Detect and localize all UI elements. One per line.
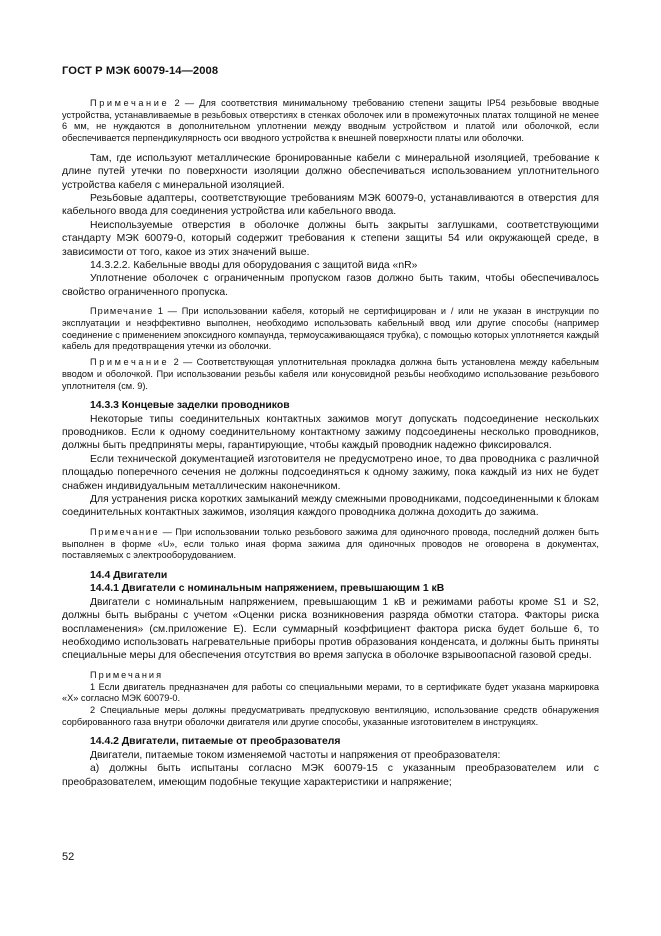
note-ip54 xyxy=(62,98,599,145)
heading-14-4-2: 14.4.2 Двигатели, питаемые от преобразователя xyxy=(90,736,341,748)
note-text: 2 — Соответствующая уплотнительная прокладка должна быть установлена между кабельным вводом и оболочкой. При использовании резьбы кабеля или конусовидной резьбы необходимо использование резьбового уплотнителя (см. 9). xyxy=(62,357,599,391)
paragraph-different-sections: Если технической документацией изготовителя не предусмотрено иное, то два проводника с различной площадью поперечного сечения не должны подсоединяться к одному зажиму, пока каждый из них не будет снабжен индивидуальным металлическим наконечником. xyxy=(62,453,599,492)
note-label: Примечание xyxy=(90,306,154,317)
paragraph-restricted-breathing: Уплотнение оболочек с ограниченным пропуском газов должно быть таким, чтобы обеспечивалось свойство ограниченного пропуска. xyxy=(62,273,599,298)
paragraph-short-circuit: Для устранения риска коротких замыканий между смежными проводниками, подсоединенными к блокам соединительных контактных зажимов, изоляция каждого проводника должна доходить до зажима. xyxy=(62,494,599,519)
paragraph-converter-motors: Двигатели, питаемые током изменяемой частоты и напряжения от преобразователя: xyxy=(90,749,501,761)
note-label: Примечание xyxy=(90,98,170,108)
paragraph-converter-test: а) должны быть испытаны согласно МЭК 60079-15 с указанным преобразователем или с преобразователем, имеющим подобные текущие характеристики и напряжение; xyxy=(62,763,599,788)
page-content xyxy=(62,98,599,789)
document-header: ГОСТ Р МЭК 60079-14—2008 xyxy=(62,65,219,77)
paragraph-section-14-3-2-2: 14.3.2.2. Кабельные вводы для оборудования с защитой вида «nR» xyxy=(90,260,418,272)
page-number: 52 xyxy=(62,851,75,863)
note-item-2: 2 Специальные меры должны предусматривать предпусковую вентиляцию, использование средств обнаружения сорбированного газа внутри оболочки двигателя или другие способы, указанные изготовителем в инструкциях. xyxy=(62,704,599,727)
paragraph-multiple-conductors: Некоторые типы соединительных контактных зажимов могут допускать подсоединение нескольких проводников. Если к одному соединительному контактному зажиму подсоединены несколько проводников, должны быть предприняты меры, гарантирующие, чтобы каждый проводник надежно фиксировался. xyxy=(62,413,599,452)
note-label: Примечание xyxy=(90,357,170,368)
note-text: — При использовании только резьбового зажима для одиночного провода, последний должен быть выполнен в форме «U», если только иная форма зажима для одиночных проводов не оговорена в документах, поставляемых с электрооборудованием. xyxy=(62,526,599,561)
note-label: Примечание xyxy=(90,526,160,537)
heading-14-3-3: 14.3.3 Концевые заделки проводников xyxy=(90,400,290,412)
paragraph-motors-1kv: Двигатели с номинальным напряжением, превышающим 1 кВ и режимами работы кроме S1 и S2, должны быть выбраны с учетом «Оценки риска возникновения разряда обмотки статора. Факторы риска воспламенения» (см.приложение Е). Если суммарный коэффициент фактора риска будет больше 6, то необходимо использовать нагревательные приборы против образования конденсата, и должны быть приняты специальные меры для обеспечения отсутствия во время запуска в оболочке взрывоопасной газовой среды. xyxy=(62,596,599,662)
heading-14-4: 14.4 Двигатели xyxy=(90,569,168,581)
note-u-clamp xyxy=(62,527,599,562)
note-text: 1 — При использовании кабеля, который не сертифицирован и / или не указан в инструкции по эксплуатации и неэффективно выполнен, необходимо использовать кабельный ввод или другие способы (например соединение с применением эпоксидного компаунда, термоусаживающаяся трубка), с помощью которых уплотняется каждый кабель для предотвращения утечки из оболочки. xyxy=(62,306,599,352)
note-item-1: 1 Если двигатель предназначен для работы со специальными мерами, то в сертификате будет указана маркировка «X» согласно МЭК 60079-0. xyxy=(62,681,599,704)
paragraph-unused-openings: Неиспользуемые отверстия в оболочке должны быть закрыты заглушками, соответствующими стандарту МЭК 60079-0, который содержит требования к степени защиты 54 или окружающей среде, в зависимости от того, какое из этих значений выше. xyxy=(62,219,599,258)
paragraph-mineral-cable: Там, где используют металлические бронированные кабели с минеральной изоляцией, требование к длине путей утечки по поверхности изоляции должно обеспечиваться использованием уплотнительного устройства кабеля с минеральной изоляцией. xyxy=(62,152,599,191)
note-text: 2 — Для соответствия минимальному требованию степени защиты IP54 резьбовые вводные устройства, устанавливаемые в резьбовых отверстиях в стенках оболочек или в промежуточных платах толщиной не менее 6 мм, не нуждаются в дополнительном уплотнении между вводным устройством и платой или оболочкой, если обеспечивается перпендикулярность оси вводного устройства к внешней поверхности платы или оболочки. xyxy=(62,98,599,144)
heading-14-4-1: 14.4.1 Двигатели с номинальным напряжением, превышающим 1 кВ xyxy=(90,583,445,595)
paragraph-thread-adapters: Резьбовые адаптеры, соответствующие требованиям МЭК 60079-0, устанавливаются в отверстия для кабельного ввода для соединения устройства или кабельного ввода. xyxy=(62,193,599,218)
note-label: Примечания xyxy=(90,669,164,680)
note-cable-sealing xyxy=(62,306,599,353)
notes-label xyxy=(62,670,599,682)
note-gasket xyxy=(62,357,599,392)
